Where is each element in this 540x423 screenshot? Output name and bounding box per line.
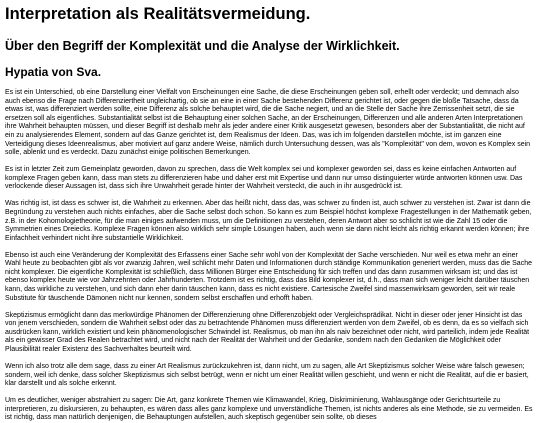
body-paragraph-1: Es ist ein Unterschied, ob eine Darstellung einer Vielfalt von Erscheinungen eine Sache, die diese Erscheinungen geben soll, erhellt oder verdeckt; und demnach also auch ebenso die Frage nach Differenziertheit ungleichartig, ob sie an eine in einer Sache bestehenden Differenz gerichtet ist, oder gegen die bloße Tatsache, dass da etwas ist, was differenziert werden sollte, eine Differenz als solche behauptet wird, die die Sache negiert, und an die Stelle der Sache ihre Zerrissenheit setzt, die sie ersetzen soll als eigentliches. Substantialität selbst ist die Behauptung einer solchen Sache, an der Erscheinungen, Differenzen und alle anderen Arten Interpretationen ihre Wahrheit behaupten müssen, und dieser Begriff ist deshalb mehr als jeder andere einer Kritik ausgesetzt gewesen, besonders aber der Substantialität, die nicht auf ein zu analysierendes Element, sondern auf das Ganze gerichtet ist, dem Realismus der Ideen. Das, was ich im folgenden darstellen möchte, ist im ganzen eine Verteidigung dieses Ideenrealismus, aber motiviert auf ganz andere Weise, nämlich durch Untersuchung dessen, was als "Komplexität" von dem, wovon es Komplex sein solle, ablenkt und es verdeckt. Dazu zunächst einige politischen Bemerkungen. bbox=[5, 89, 531, 157]
document-body bbox=[5, 89, 535, 423]
body-paragraph-2: Es ist in letzter Zeit zum Gemeinplatz geworden, davon zu sprechen, dass die Welt komplex sei und komplexer geworden sei, dass es keine einfachen Antworten auf komplexe Fragen geben kann, dass man stets zu differenzieren habe und daher erst mit Expertise und dann nur umso distinguierter würde antworten können usw. Das verlockende dieser Aussagen ist, dass sich ihre Unwahrheit gerade hinter der Wahrheit versteckt, die auch in ihr ausgedrückt ist. bbox=[5, 166, 523, 191]
author-name: Hypatia von Sva. bbox=[5, 65, 102, 79]
document-subtitle: Über den Begriff der Komplexität und die Analyse der Wirklichkeit. bbox=[5, 39, 400, 53]
body-paragraph-7: Um es deutlicher, weniger abstrahiert zu sagen: Die Art, ganz konkrete Themen wie Klimawandel, Krieg, Diskriminierung, Wahlausgänge oder Gerichtsurteile zu interpretieren, zu diskursieren, zu behaupten, es wären dass alles ganz komplexe und unverständliche Themen, ist nichts anderes als eine Methode, sie zu vermeiden. Es ist richtig, dass man natürlich denjenigen, die Behauptungen aufstellen, auch skeptisch gegenüber sein sollte, ob dieses bbox=[5, 397, 533, 422]
document-title: Interpretation als Realitätsvermeidung. bbox=[5, 5, 311, 23]
body-paragraph-5: Skeptizismus ermöglicht dann das merkwürdige Phänomen der Differenzierung ohne Differenzobjekt oder Vergleichsprädikat. Nicht in dieser oder jener Hinsicht ist das von jenem verschieden, sondern die Wahrheit selbst oder das zu betrachtende Phänomen muss differenziert werden von dem Zweifel, ob es denn, da es so vielfach sich ausdrücken kann, wirklich existiert und kein phänomenologischer Schwindel ist. Realismus, ob man ihn als naiv bezeichnet oder nicht, wird parteilich, indem jede Realität als ein gewisser Grad des Realen betrachtet wird, und nicht nach der Realität der Wahrheit und der Gedanke, sondern nach den Gedanken die Möglichkeit oder Plausibilität realer Existenz des Sachverhaltes beurteilt wird. bbox=[5, 311, 530, 353]
body-paragraph-3: Was richtig ist, ist dass es schwer ist, die Wahrheit zu erkennen. Aber das heißt nicht, dass das, was schwer zu finden ist, auch schwer zu verstehen ist. Zwar ist dann die Begründung zu verstehen auch nichts einfaches, aber die Sache selbst doch schon. So kann es zum Beispiel höchst komplexe Fragestellungen in der Mathematik geben, z.B. in der Kohomologietheorie, für die man einiges aufwenden muss, um die Definitionen zu verstehen, deren Antwort aber so schlicht ist wie die Zahl 15 oder die Symmetrien eines Dreiecks. Komplexe Fragen können also wirklich sehr simple Lösungen haben, auch wenn sie dann nicht leicht als richtig erkannt werden können; ihre Einfachheit verhindert nicht ihre substantielle Wirklichkeit. bbox=[5, 200, 532, 242]
body-paragraph-6: Wenn ich also trotz alle dem sage, dass zu einer Art Realismus zurückzukehren ist, dann nicht, um zu sagen, alle Art Skeptizismus solcher Weise wäre falsch gewesen; sondern, weil ich denke, dass solcher Skeptizismus sich selbst betrügt, wenn er nicht um einer Realität willen geschieht, und wenn er nicht die Realität, auf die er basiert, klar darstellt und als solche erkennt. bbox=[5, 362, 529, 388]
body-paragraph-4: Ebenso ist auch eine Veränderung der Komplexität des Erfassens einer Sache sehr wohl von der Komplexität der Sache verschieden. Nur weil es etwa mehr an einer Wahl heute zu beobachten gibt als vor zwanzig Jahren, weil schlicht mehr Daten und Informationen durch ständige Kommunikation generiert werden, muss das die Sache nicht komplexer. Die eigentliche Komplexität ist schließlich, dass Millionen Bürger eine Entscheidung für sich treffen und das dann zusammen wirksam ist; und das ist ebenso komplex heute wie vor Jahrzehnten oder Jahrhunderten. Trotzdem ist es richtig, dass das Bild komplexer ist, d.h., dass man sich weniger leicht darüber täuschen kann, das wirkliche zu verstehen, und sich dann eher darin täuschen kann, dass es nicht existiere. Cartesische Zweifel sind massenwirksam geworden, seit wir reale Substitute für täuschende Dämonen nicht nur kennen, sondern selbst erschaffen und erhofft haben. bbox=[5, 251, 532, 302]
